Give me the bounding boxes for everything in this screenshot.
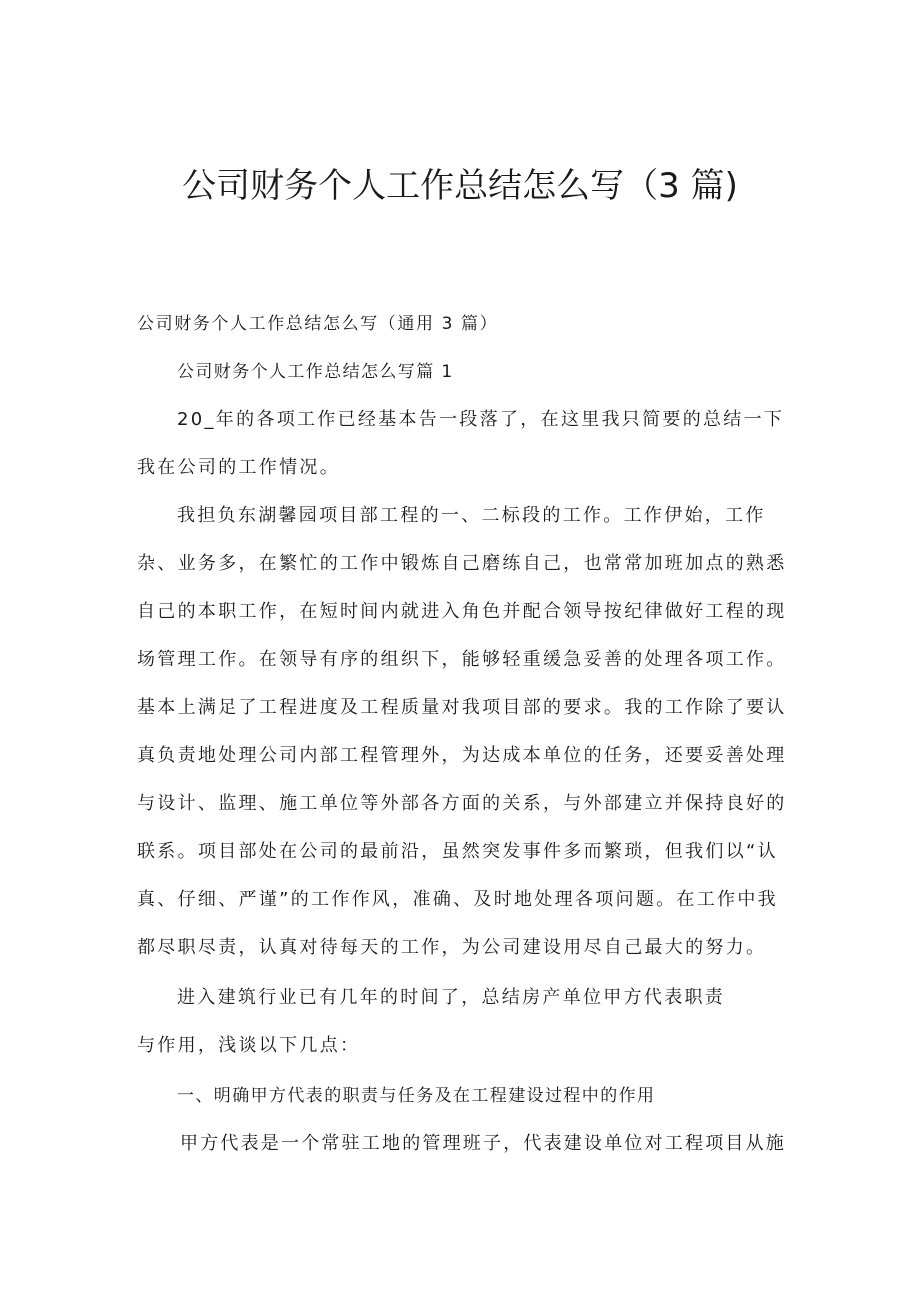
paragraph-line: 场管理工作。在领导有序的组织下，能够轻重缓急妥善的处理各项工作。 [137,649,787,670]
section-subheading: 一、明确甲方代表的职责与任务及在工程建设过程中的作用 [177,1086,656,1106]
paragraph-line: 基本上满足了工程进度及工程质量对我项目部的要求。我的工作除了要认 [137,697,787,718]
paragraph-line: 我担负东湖馨园项目部工程的一、二标段的工作。工作伊始，工作 [177,505,766,526]
paragraph-line: 都尽职尽责，认真对待每天的工作，为公司建设用尽自己最大的努力。 [137,937,767,958]
paragraph-line: 杂、业务多，在繁忙的工作中锻炼自己磨练自己，也常常加班加点的熟悉 [137,553,787,574]
paragraph-line: 真、仔细、严谨”的工作作风，准确、及时地处理各项问题。在工作中我 [137,889,778,910]
paragraph-line: 进入建筑行业已有几年的时间了，总结房产单位甲方代表职责 [177,987,726,1008]
document-title: 公司财务个人工作总结怎么写（3 篇) [182,166,738,206]
paragraph-line: 自己的本职工作，在短时间内就进入角色并配合领导按纪律做好工程的现 [137,601,787,622]
section-heading: 公司财务个人工作总结怎么写篇 1 [177,362,454,382]
paragraph-line: 与作用，浅谈以下几点： [137,1035,361,1056]
paragraph-line: 甲方代表是一个常驻工地的管理班子，代表建设单位对工程项目从施 [180,1133,786,1154]
paragraph-line: 20_年的各项工作已经基本告一段落了，在这里我只简要的总结一下 [177,409,785,430]
paragraph-line: 真负责地处理公司内部工程管理外，为达成本单位的任务，还要妥善处理 [137,745,787,766]
paragraph-line: 联系。项目部处在公司的最前沿，虽然突发事件多而繁琐，但我们以“认 [137,841,778,862]
document-subtitle: 公司财务个人工作总结怎么写（通用 3 篇） [137,314,499,334]
paragraph-line: 与设计、监理、施工单位等外部各方面的关系，与外部建立并保持良好的 [137,793,787,814]
paragraph-line: 我在公司的工作情况。 [137,457,340,478]
